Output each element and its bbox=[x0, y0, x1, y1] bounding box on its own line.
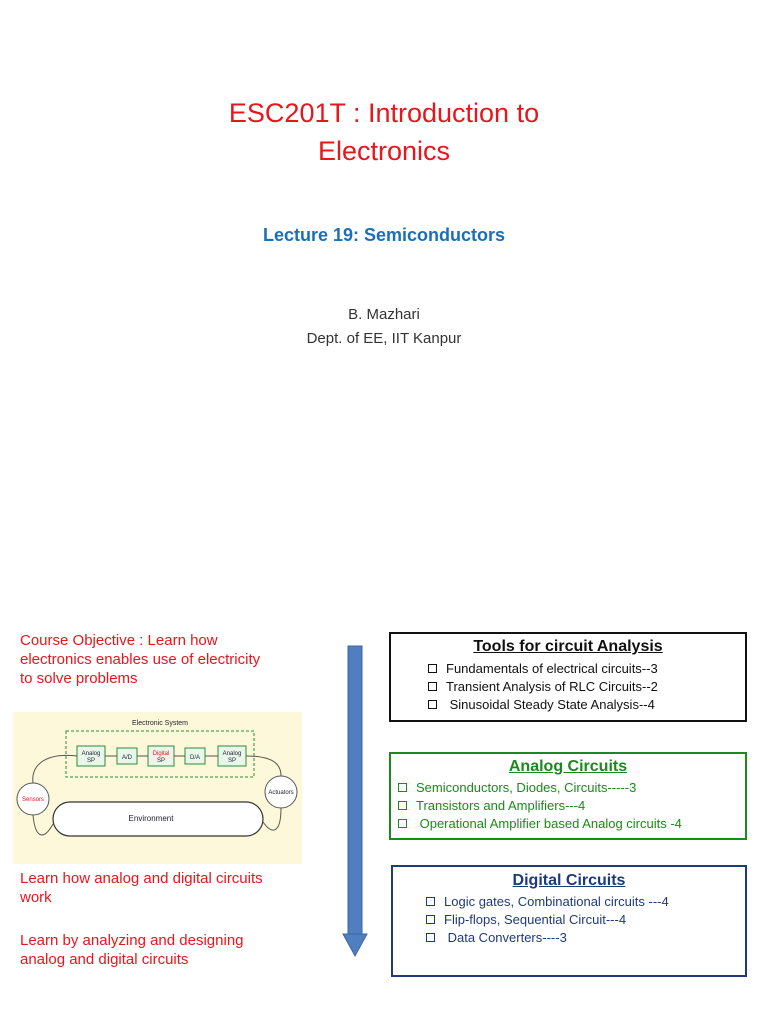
tools-item: Sinusoidal Steady State Analysis--4 bbox=[428, 696, 745, 714]
da-block-label: D/A bbox=[189, 755, 201, 761]
analog-item: Transistors and Amplifiers---4 bbox=[398, 797, 745, 815]
sensors-label: Sensors bbox=[21, 797, 45, 803]
objective-line: electronics enables use of electricity bbox=[20, 651, 261, 668]
tools-item: Transient Analysis of RLC Circuits--2 bbox=[428, 678, 745, 696]
progression-arrow-icon bbox=[340, 644, 370, 959]
title-line-2: Electronics bbox=[317, 136, 451, 166]
objective-line: Course Objective : Learn how bbox=[20, 632, 218, 649]
tools-item: Fundamentals of electrical circuits--3 bbox=[428, 660, 745, 678]
author-name: B. Mazhari bbox=[348, 306, 420, 323]
analog-box bbox=[389, 752, 747, 840]
analog-item: Operational Amplifier based Analog circuits -4 bbox=[398, 815, 745, 833]
checkbox-icon bbox=[426, 933, 435, 942]
learn-line: work bbox=[20, 889, 52, 906]
ad-block-label: A/D bbox=[121, 755, 133, 761]
checkbox-icon bbox=[398, 801, 407, 810]
checkbox-icon bbox=[428, 682, 437, 691]
checkbox-icon bbox=[426, 915, 435, 924]
title-line-1: ESC201T : Introduction to bbox=[228, 98, 540, 128]
actuators-label: Actuators bbox=[268, 790, 294, 796]
checkbox-icon bbox=[398, 819, 407, 828]
objective-line: to solve problems bbox=[20, 670, 138, 687]
svg-text:SP: SP bbox=[156, 758, 166, 764]
digital-item: Flip-flops, Sequential Circuit---4 bbox=[426, 911, 745, 929]
svg-text:Analog: Analog bbox=[81, 751, 101, 757]
learn-statement-1 bbox=[20, 869, 263, 907]
checkbox-icon bbox=[428, 700, 437, 709]
learn-line: Learn by analyzing and designing bbox=[20, 932, 244, 949]
analog-item: Semiconductors, Diodes, Circuits-----3 bbox=[398, 779, 745, 797]
digital-heading: Digital Circuits bbox=[512, 872, 626, 889]
learn-statement-2 bbox=[20, 931, 244, 969]
svg-text:Digital: Digital bbox=[152, 751, 170, 757]
learn-line: Learn how analog and digital circuits bbox=[20, 870, 263, 887]
analog-heading: Analog Circuits bbox=[508, 758, 628, 775]
electronic-system-diagram bbox=[13, 712, 302, 864]
author-department: Dept. of EE, IIT Kanpur bbox=[306, 330, 462, 347]
svg-text:SP: SP bbox=[227, 758, 237, 764]
checkbox-icon bbox=[398, 783, 407, 792]
svg-text:Analog: Analog bbox=[222, 751, 242, 757]
svg-text:SP: SP bbox=[86, 758, 96, 764]
learn-line: analog and digital circuits bbox=[20, 951, 189, 968]
system-diagram-svg bbox=[13, 712, 302, 864]
digital-item: Logic gates, Combinational circuits ---4 bbox=[426, 893, 745, 911]
course-objective bbox=[20, 631, 260, 688]
checkbox-icon bbox=[428, 664, 437, 673]
tools-box bbox=[389, 632, 747, 722]
lecture-subtitle: Lecture 19: Semiconductors bbox=[262, 225, 506, 245]
digital-box bbox=[391, 865, 747, 977]
environment-label: Environment bbox=[128, 814, 174, 823]
tools-heading: Tools for circuit Analysis bbox=[473, 638, 663, 655]
digital-item: Data Converters----3 bbox=[426, 929, 745, 947]
diagram-title: Electronic System bbox=[131, 720, 189, 727]
checkbox-icon bbox=[426, 897, 435, 906]
